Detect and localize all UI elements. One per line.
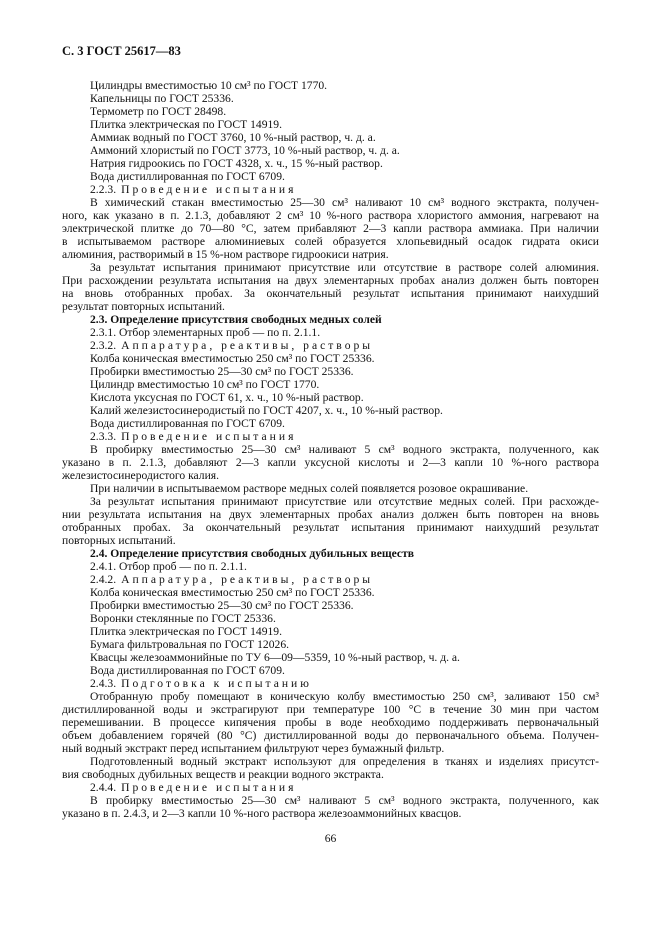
paragraph-line: алюминия, растворимый в 15 %-ном растворе гидроокиси натрия. bbox=[62, 248, 389, 261]
paragraph-line: В пробирку вместимостью 25—30 см³ наливают 5 см³ водного экстракта, полученного, как bbox=[90, 443, 599, 456]
list-item: Квасцы железоаммонийные по ТУ 6—09—5359, 10 %-ный раствор, ч. д. а. bbox=[90, 651, 460, 664]
list-item: Кислота уксусная по ГОСТ 61, х. ч., 10 %-ный раствор. bbox=[90, 391, 364, 404]
list-item: Цилиндр вместимостью 10 см³ по ГОСТ 1770. bbox=[90, 378, 320, 391]
paragraph-line: За результат испытания принимают присутствие или отсутствие в растворе солей алюминия. bbox=[90, 261, 599, 274]
list-item: Цилиндры вместимостью 10 см³ по ГОСТ 1770. bbox=[90, 79, 328, 92]
subsection-title: Аппаратура, реактивы, растворы bbox=[121, 339, 374, 352]
subsection-heading bbox=[62, 677, 599, 690]
paragraph-line: При наличии в испытываемом растворе медных солей появляется розовое окрашивание. bbox=[90, 482, 529, 495]
paragraph-line: вия свободных дубильных веществ и реакции водного экстракта. bbox=[62, 768, 384, 781]
paragraph-line: в испытываемом растворе алюминиевых солей образуется хлопьевидный осадок гидрата окиси bbox=[62, 235, 599, 248]
paragraph-line: нии результата испытания на двух элементарных пробах анализ должен быть повторен на вновь bbox=[62, 508, 599, 521]
section-heading: 2.4. Определение присутствия свободных дубильных веществ bbox=[90, 547, 415, 560]
paragraph-line: В пробирку вместимостью 25—30 см³ наливают 5 см³ водного экстракта, полученного, как bbox=[90, 794, 599, 807]
list-item: Аммоний хлористый по ГОСТ 3773, 10 %-ный раствор, ч. д. а. bbox=[90, 144, 400, 157]
paragraph-line: В химический стакан вместимостью 25—30 см³ наливают 10 см³ водного экстракта, получен- bbox=[90, 196, 599, 209]
paragraph-line: на вновь отобранных пробах. За окончательный результат испытания принимают наихудший bbox=[62, 287, 599, 300]
list-item: Термометр по ГОСТ 28498. bbox=[90, 105, 227, 118]
paragraph-line: отобранных пробах. За окончательный результат испытания принимают наихудший результат bbox=[62, 521, 599, 534]
subsection-heading bbox=[62, 183, 599, 196]
paragraph-line: электрической плитке до 70—80 °С, затем прибавляют 2—3 капли раствора аммиака. При наличии bbox=[62, 222, 599, 235]
subsection-number: 2.4.4. bbox=[90, 781, 117, 794]
paragraph-line: результат повторных испытаний. bbox=[62, 300, 225, 313]
list-item: 2.4.1. Отбор проб — по п. 2.1.1. bbox=[90, 560, 247, 573]
list-item: Капельницы по ГОСТ 25336. bbox=[90, 92, 234, 105]
subsection-number: 2.4.2. bbox=[90, 573, 117, 586]
document-body bbox=[62, 79, 599, 820]
paragraph-line: дистиллированной воды и экстрагируют при температуре 100 °С в течение 30 мин при частом bbox=[62, 703, 599, 716]
section-heading: 2.3. Определение присутствия свободных медных солей bbox=[90, 313, 382, 326]
subsection-heading bbox=[62, 781, 599, 794]
list-item: Плитка электрическая по ГОСТ 14919. bbox=[90, 118, 282, 131]
subsection-number: 2.4.3. bbox=[90, 677, 117, 690]
list-item: Бумага фильтровальная по ГОСТ 12026. bbox=[90, 638, 290, 651]
list-item: Калий железистосинеродистый по ГОСТ 4207, х. ч., 10 %-ный раствор. bbox=[90, 404, 443, 417]
list-item: Вода дистиллированная по ГОСТ 6709. bbox=[90, 664, 285, 677]
subsection-title: Проведение испытания bbox=[121, 430, 297, 443]
paragraph-line: объем добавлением горячей (80 °С) дистиллированной воды до первоначального объема. Получен- bbox=[62, 729, 599, 742]
list-item: Пробирки вместимостью 25—30 см³ по ГОСТ 25336. bbox=[90, 599, 354, 612]
paragraph-line: указано в п. 2.4.3, и 2—3 капли 10 %-ного раствора железоаммонийных квасцов. bbox=[62, 807, 462, 820]
list-item: 2.3.1. Отбор элементарных проб — по п. 2.1.1. bbox=[90, 326, 321, 339]
paragraph-line: За результат испытания принимают присутствие или отсутствие медных солей. При расхожде- bbox=[90, 495, 599, 508]
subsection-title: Проведение испытания bbox=[121, 183, 297, 196]
list-item: Колба коническая вместимостью 250 см³ по ГОСТ 25336. bbox=[90, 352, 375, 365]
paragraph-line: Подготовленный водный экстракт используют для определения в тканях и изделиях присутст- bbox=[90, 755, 599, 768]
page-number: 66 bbox=[324, 832, 337, 845]
paragraph-line: железистосинеродистого калия. bbox=[62, 469, 220, 482]
subsection-title: Проведение испытания bbox=[121, 781, 297, 794]
paragraph-line: ного, как указано в п. 2.1.3, добавляют 2 см³ 10 %-ного раствора хлористого аммония, нагревают на bbox=[62, 209, 599, 222]
page-header: С. 3 ГОСТ 25617—83 bbox=[62, 44, 181, 58]
list-item: Вода дистиллированная по ГОСТ 6709. bbox=[90, 170, 285, 183]
subsection-title: Подготовка к испытанию bbox=[121, 677, 312, 690]
paragraph-line: повторных испытаний. bbox=[62, 534, 176, 547]
paragraph-line: указано в п. 2.1.3, добавляют 2—3 капли уксусной кислоты и 2—3 капли 10 %-ного раствора bbox=[62, 456, 599, 469]
subsection-number: 2.3.2. bbox=[90, 339, 117, 352]
subsection-heading bbox=[62, 573, 599, 586]
list-item: Воронки стеклянные по ГОСТ 25336. bbox=[90, 612, 276, 625]
paragraph-line: Отобранную пробу помещают в коническую колбу вместимостью 250 см³, заливают 150 см³ bbox=[90, 690, 599, 703]
subsection-number: 2.2.3. bbox=[90, 183, 117, 196]
subsection-heading bbox=[62, 430, 599, 443]
subsection-heading bbox=[62, 339, 599, 352]
paragraph-line: ный водный экстракт перед испытанием фильтруют через бумажный фильтр. bbox=[62, 742, 445, 755]
list-item: Аммиак водный по ГОСТ 3760, 10 %-ный раствор, ч. д. а. bbox=[90, 131, 376, 144]
list-item: Колба коническая вместимостью 250 см³ по ГОСТ 25336. bbox=[90, 586, 375, 599]
list-item: Пробирки вместимостью 25—30 см³ по ГОСТ 25336. bbox=[90, 365, 354, 378]
list-item: Натрия гидроокись по ГОСТ 4328, х. ч., 15 %-ный раствор. bbox=[90, 157, 383, 170]
subsection-title: Аппаратура, реактивы, растворы bbox=[121, 573, 374, 586]
subsection-number: 2.3.3. bbox=[90, 430, 117, 443]
paragraph-line: При расхождении результата испытания на двух элементарных пробах анализ должен быть повторен bbox=[62, 274, 599, 287]
paragraph-line: перемешивании. В процессе кипячения пробы в воде необходимо поддерживать первоначальный bbox=[62, 716, 599, 729]
list-item: Плитка электрическая по ГОСТ 14919. bbox=[90, 625, 282, 638]
list-item: Вода дистиллированная по ГОСТ 6709. bbox=[90, 417, 285, 430]
